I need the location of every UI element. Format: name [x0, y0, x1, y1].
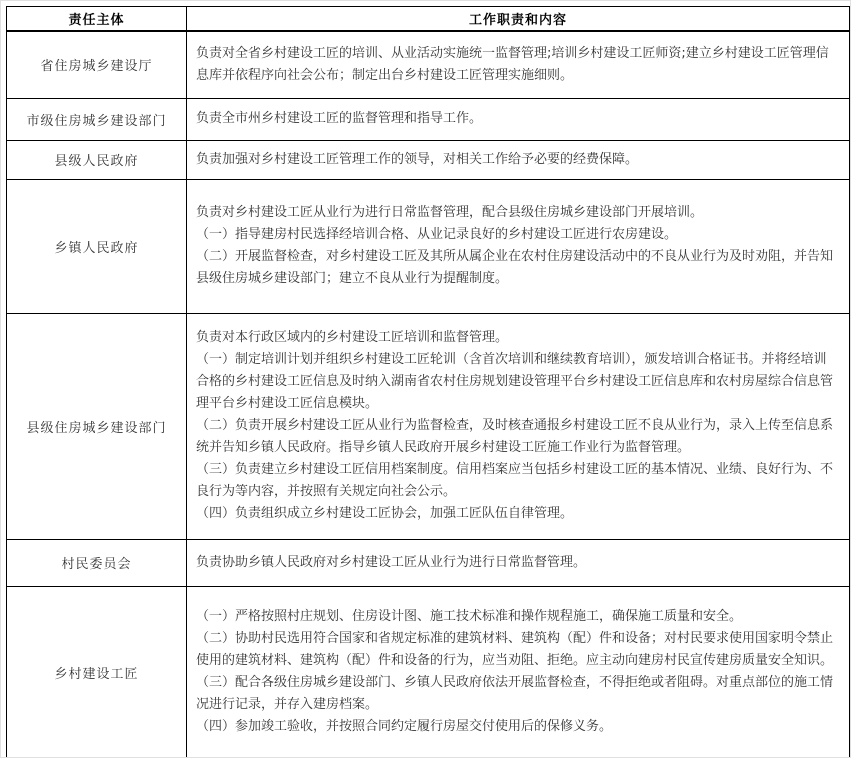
table-row [7, 313, 850, 539]
duties-cell [187, 539, 850, 586]
entity-cell: 乡村建设工匠 [7, 586, 187, 758]
entity-cell: 市级住房城乡建设部门 [7, 98, 187, 140]
table-body [7, 31, 850, 758]
duty-paragraph: 负责协助乡镇人民政府对乡村建设工匠从业行为进行日常监督管理。 [196, 554, 587, 570]
duty-paragraph: 负责对乡村建设工匠从业行为进行日常监督管理，配合县级住房城乡建设部门开展培训。 [196, 205, 704, 220]
table-row [7, 539, 850, 586]
header-row [7, 7, 850, 32]
table-row [7, 179, 850, 313]
duty-paragraph: （四）负责组织成立乡村建设工匠协会，加强工匠队伍自律管理。 [196, 506, 574, 521]
entity-cell: 县级住房城乡建设部门 [7, 313, 187, 539]
duty-paragraph: （二）协助村民选用符合国家和省规定标准的建筑材料、建筑构（配）件和设备；对村民要求使用国家明令禁止使用的建筑材料、建筑构（配）件和设备的行为，应当劝阻、拒绝。应主动向建房村民宣传建房质量安全知识。 [196, 631, 834, 668]
table-row [7, 140, 850, 179]
table-row [7, 31, 850, 98]
duties-cell [187, 179, 850, 313]
duty-paragraph: （二）负责开展乡村建设工匠从业行为监督检查，及时核查通报乡村建设工匠不良从业行为，录入上传至信息系统并告知乡镇人民政府。指导乡镇人民政府开展乡村建设工匠施工作业行为监督管理。 [196, 418, 834, 455]
header-duties: 工作职责和内容 [187, 7, 850, 32]
duty-paragraph: 负责对全省乡村建设工匠的培训、从业活动实施统一监督管理;培训乡村建设工匠师资;建立乡村建设工匠管理信息库并依程序向社会公布；制定出台乡村建设工匠管理实施细则。 [196, 45, 829, 83]
header-entity: 责任主体 [7, 7, 187, 32]
table-header [7, 7, 850, 32]
table-row [7, 586, 850, 758]
duty-paragraph: （一）严格按照村庄规划、住房设计图、施工技术标准和操作规程施工，确保施工质量和安全。 [196, 609, 743, 624]
responsibility-table [6, 6, 850, 758]
duty-paragraph: （三）负责建立乡村建设工匠信用档案制度。信用档案应当包括乡村建设工匠的基本情况、业绩、良好行为、不良行为等内容，并按照有关规定向社会公示。 [196, 462, 834, 499]
duties-cell [187, 586, 850, 758]
entity-cell: 村民委员会 [7, 539, 187, 586]
duty-paragraph: （二）开展监督检查，对乡村建设工匠及其所从属企业在农村住房建设活动中的不良从业行为及时劝阻，并告知县级住房城乡建设部门；建立不良从业行为提醒制度。 [196, 249, 834, 286]
duties-cell [187, 140, 850, 179]
duties-cell [187, 313, 850, 539]
duty-paragraph: 负责对本行政区域内的乡村建设工匠培训和监督管理。 [196, 330, 509, 345]
table-row [7, 98, 850, 140]
entity-cell: 省住房城乡建设厅 [7, 31, 187, 98]
duty-paragraph: 负责全市州乡村建设工匠的监督管理和指导工作。 [196, 111, 483, 126]
duties-cell [187, 98, 850, 140]
duty-paragraph: （四）参加竣工验收，并按照合同约定履行房屋交付使用后的保修义务。 [196, 719, 613, 734]
duty-paragraph: 负责加强对乡村建设工匠管理工作的领导，对相关工作给予必要的经费保障。 [196, 151, 639, 167]
entity-cell: 县级人民政府 [7, 140, 187, 179]
duty-paragraph: （三）配合各级住房城乡建设部门、乡镇人民政府依法开展监督检查，不得拒绝或者阻碍。对重点部位的施工情况进行记录，并存入建房档案。 [196, 675, 834, 712]
duties-cell [187, 31, 850, 98]
entity-cell: 乡镇人民政府 [7, 179, 187, 313]
duty-paragraph: （一）指导建房村民选择经培训合格、从业记录良好的乡村建设工匠进行农房建设。 [196, 227, 678, 242]
duty-paragraph: （一）制定培训计划并组织乡村建设工匠轮训（含首次培训和继续教育培训），颁发培训合格证书。并将经培训合格的乡村建设工匠信息及时纳入湖南省农村住房规划建设管理平台乡村建设工匠信息库和农村房屋综合信息管理平台乡村建设工匠信息模块。 [196, 352, 834, 411]
